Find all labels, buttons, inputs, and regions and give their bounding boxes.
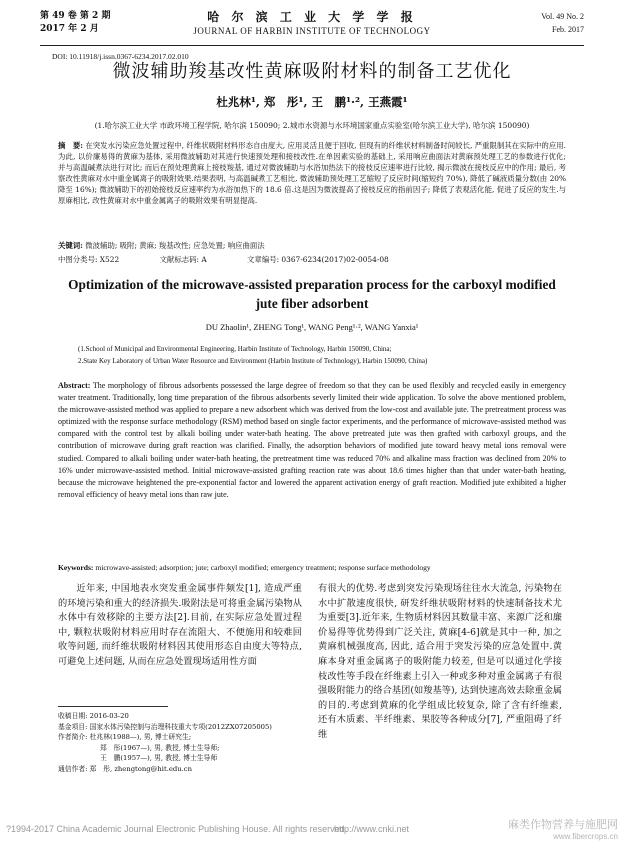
- watermark-text: 麻类作物营养与施肥网: [508, 819, 618, 831]
- affiliation-en-line1: (1.School of Municipal and Environmental Engineering, Harbin Institute of Technology, Harbin 150090, China;: [78, 345, 392, 353]
- authors-cn: 杜兆林¹, 郑 彤¹, 王 鹏¹·², 王燕霞¹: [216, 95, 408, 109]
- footnote-author2: 郑 彤(1967—), 男, 教授, 博士生导师;: [100, 743, 220, 752]
- title-cn: 微波辅助羧基改性黄麻吸附材料的制备工艺优化: [112, 61, 512, 82]
- affiliation-en: [58, 344, 566, 367]
- keywords-cn-text: 微波辅助; 吸附; 黄麻; 羧基改性; 应急处置; 响应曲面法: [85, 241, 265, 250]
- classification-line: [58, 254, 566, 265]
- cnki-link[interactable]: http://www.cnki.net: [334, 824, 410, 834]
- footnote-author3: 王 鹏(1957—), 男, 教授, 博士生导师: [100, 754, 218, 762]
- abstract-cn: [58, 140, 566, 207]
- clc-number: 中图分类号: X522: [58, 255, 120, 264]
- header-center: [160, 10, 464, 37]
- header-left: [40, 10, 110, 36]
- footnote: [58, 711, 310, 774]
- date-en: Feb. 2017: [552, 25, 584, 34]
- abstract-cn-text: 在突发水污染应急处置过程中, 纤维状吸附材料形态自由度大, 应用灵活且便于回收, 但现有的纤维状材料制备时间较长, 严重限制其在实际中的应用.为此, 以价廉易得的黄麻为基体, 采用微波辅助对其进行快速预处理和接枝改性.在单因素实验的基础上, 采用响应曲面法对黄麻预处理工艺的参数进行优化; 并与高温碱煮法进行对比; 而后在预处理黄麻上接枝羧基, 通过对微波辅助与水浴加热法下的接枝反应速率进行比较, 揭示微波在接枝反应中的作用; 最后, 考察改性黄麻对水中重金属离子的吸附效果.结果表明, 与高温碱煮工艺相比, 微波辅助预处理工艺缩短了反应时间(缩短约 70%), 降低了碱液质量分数(由 20% 降至 16%); 微波辅助下的初始接枝反应速率约为水浴加热下的 18.6 倍.这是因为微波提高了接枝反应的指前因子; 降低了表观活化能, 促进了反应的发生.与原麻相比, 改性黄麻对水中重金属离子的吸附效果有明显提高.: [58, 141, 566, 206]
- copyright-notice: ?1994-2017 China Academic Journal Electronic Publishing House. All rights reserved.: [6, 824, 348, 834]
- keywords-cn-label: 关键词:: [58, 241, 83, 250]
- abstract-cn-label: 摘 要:: [58, 141, 83, 150]
- affiliation-en-line2: 2.State Key Laboratory of Urban Water Resource and Environment (Harbin Institute of Technology), Harbin 150090, China): [78, 356, 428, 365]
- header-rule: [40, 45, 584, 46]
- body-paragraph: 近年来, 中国地表水突发重金属事件频发[1], 造成严重的环境污染和重大的经济损失.吸附法是可将重金属污染物从水体中有效移除的主要方法[2].目前, 在实际应急处置过程中, 颗粒状吸附材料应用时存在流阻大、不便施用和较难回收等问题, 而纤维状吸附材料因其使用形态自由度大等特点, 可避免上述问题, 从而在应急处置现场适用性方面: [58, 583, 302, 667]
- footnote-contact[interactable]: 通信作者: 郑 彤, zhengtong@hit.edu.cn: [58, 764, 192, 773]
- document-code: 文献标志码: A: [159, 255, 207, 264]
- date-cn: 2017 年 2 月: [40, 24, 99, 34]
- footnote-fund: 基金项目: 国家水体污染控制与治理科技重大专项(2012ZX07205005): [58, 722, 272, 731]
- keywords-cn: [58, 240, 566, 251]
- abstract-en-text: The morphology of fibrous adsorbents possessed the large degree of freedom so that they can be used flexibly and recycled easily in emergency water treatment. Traditionally, long time preparation of the fibrous adsorbents severly limited their wide application. To solve the above mentioned problem, the microwave-assisted method was applied to prepare a new adsorbent which was derived from the low-cost and available jute. The pretreatment process was optimized with the response surface methodology (RSM) method based on single factor experiments, and the performance of microwave-assisted method was compared with the control test by alkali boiling under water-bath heating. The above pretreated jute was then grafted with carboxyl groups, and the contribution of microwave during graft reaction was clarified. Finally, the adsorption behaviors of modified jute toward heavy metal ions removal were studied. Compared to alkali boiling under water-bath heating, the pretreatment time was reduced 70% and alkaline mass fraction was declined from 20% to 16% under microwave-assisted method. Initial microwave-assisted grafting reaction rate was about 18.6 times higher than that under water-bath heating, because the microwave heightened the pre-exponential factor and lowered the apparent activation energy of graft reaction. Modified jute exhibited a higher removal efficiency of heavy metal ions than raw jute.: [58, 381, 566, 499]
- authors-en: DU Zhaolin¹, ZHENG Tong¹, WANG Peng¹·², WANG Yanxia¹: [205, 322, 419, 332]
- running-header: [40, 10, 584, 46]
- volume-en: Vol. 49 No. 2: [541, 12, 584, 21]
- footnote-author1: 作者简介: 杜兆林(1988—), 男, 博士研究生;: [58, 733, 192, 741]
- footnote-received: 收稿日期: 2016-03-20: [58, 712, 129, 720]
- affiliation-cn: (1.哈尔滨工业大学 市政环境工程学院, 哈尔滨 150090; 2.城市水资源与水环境国家重点实验室(哈尔滨工业大学), 哈尔滨 150090): [94, 121, 530, 130]
- title-en: Optimization of the microwave-assisted preparation process for the carboxyl modified jute fiber adsorbent: [68, 277, 556, 311]
- watermark-url: www.fibercrops.cn: [553, 832, 618, 841]
- keywords-en: [58, 562, 566, 573]
- header-right: [541, 10, 584, 36]
- journal-name-cn: 哈 尔 滨 工 业 大 学 学 报: [207, 10, 417, 24]
- abstract-en-label: Abstract:: [58, 381, 91, 390]
- keywords-en-text: microwave-assisted; adsorption; jute; carboxyl modified; emergency treatment; response surface methodology: [95, 563, 431, 572]
- abstract-en: [58, 380, 566, 501]
- footnote-rule: [58, 706, 168, 707]
- watermark: [508, 820, 618, 842]
- journal-name-en: JOURNAL OF HARBIN INSTITUTE OF TECHNOLOGY: [193, 26, 431, 36]
- body-column-right: [318, 582, 562, 837]
- body-column-left: [58, 582, 302, 702]
- article-number: 文章编号: 0367-6234(2017)02-0054-08: [247, 255, 389, 264]
- body-paragraph-continued: 有很大的优势.考虑到突发污染现场往往水大流急, 污染物在水中扩散速度很快, 研发纤维状吸附材料的快速制备技术尤为重要[3].近年来, 生物质材料因其数量丰富、来源广泛和廉价易得等优势得到广泛关注, 黄麻[4-6]就是其中一种, 加之黄麻机械强度高, 因此, 适合用于突发污染的应急处置中.黄麻本身对重金属离子的吸附能力较差, 但是可以通过化学接枝改性等手段在纤维素上引入一种或多种对重金属离子有很强吸附能力的络合基团(如羧基等), 达到快速高效去除重金属的目的.考虑到黄麻的化学组成比较复杂, 除了含有纤维素, 还有木质素、半纤维素、果胶等各种成分[7], 严重阻碍了纤维: [318, 583, 562, 740]
- keywords-en-label: Keywords:: [58, 563, 94, 572]
- volume-cn: 第 49 卷 第 2 期: [40, 11, 111, 21]
- doi[interactable]: DOI: 10.11918/j.issn.0367-6234.2017.02.010: [52, 52, 189, 61]
